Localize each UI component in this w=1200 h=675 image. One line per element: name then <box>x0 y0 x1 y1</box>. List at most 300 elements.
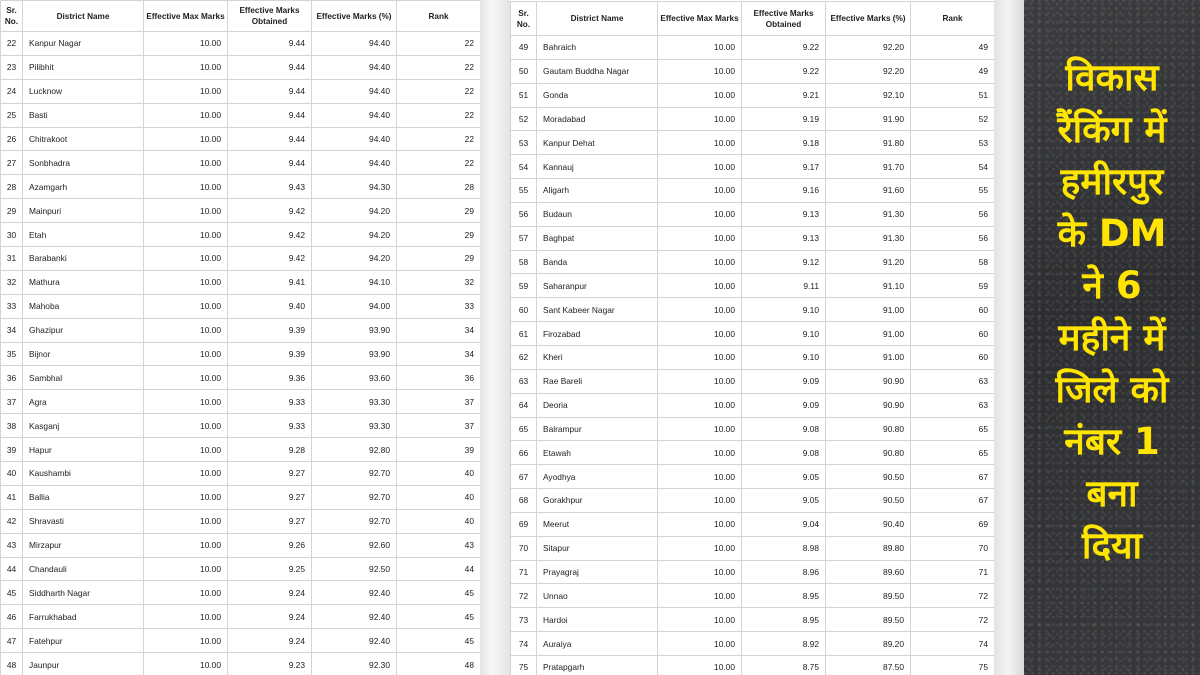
rank-cell: 45 <box>397 581 481 605</box>
max-marks-cell: 10.00 <box>658 36 742 60</box>
sr-no-cell: 62 <box>511 345 537 369</box>
sr-no-cell: 52 <box>511 107 537 131</box>
max-marks-cell: 10.00 <box>658 274 742 298</box>
rank-cell: 49 <box>911 59 995 83</box>
sr-no-cell: 70 <box>511 536 537 560</box>
column-divider <box>480 0 510 675</box>
district-name-cell: Sant Kabeer Nagar <box>537 298 658 322</box>
headline-line: बना <box>1086 472 1138 515</box>
max-marks-cell: 10.00 <box>658 250 742 274</box>
district-name-cell: Kaushambi <box>23 462 144 486</box>
marks-percent-cell: 89.50 <box>826 584 911 608</box>
marks-percent-cell: 94.20 <box>312 247 397 271</box>
district-name-cell: Jaunpur <box>23 653 144 675</box>
rank-cell: 22 <box>397 32 481 56</box>
rank-cell: 29 <box>397 223 481 247</box>
marks-obtained-cell: 9.24 <box>228 629 312 653</box>
district-name-cell: Kanpur Nagar <box>23 32 144 56</box>
header-effective-max-marks: Effective Max Marks <box>144 1 228 32</box>
sr-no-cell: 57 <box>511 226 537 250</box>
marks-obtained-cell: 9.44 <box>228 32 312 56</box>
right-ranking-table-panel <box>510 0 994 675</box>
marks-obtained-cell: 9.09 <box>742 369 826 393</box>
marks-obtained-cell: 9.10 <box>742 298 826 322</box>
marks-percent-cell: 91.30 <box>826 226 911 250</box>
max-marks-cell: 10.00 <box>658 298 742 322</box>
district-name-cell: Bahraich <box>537 36 658 60</box>
marks-obtained-cell: 9.05 <box>742 465 826 489</box>
sr-no-cell: 50 <box>511 59 537 83</box>
column-divider <box>994 0 1024 675</box>
max-marks-cell: 10.00 <box>658 417 742 441</box>
max-marks-cell: 10.00 <box>658 512 742 536</box>
table-row <box>1 223 481 247</box>
sr-no-cell: 32 <box>1 270 23 294</box>
ranking-table-right-body <box>511 36 995 675</box>
header-effective-marks-obtained: Effective Marks Obtained <box>742 2 826 36</box>
header-effective-max-marks: Effective Max Marks <box>658 2 742 36</box>
max-marks-cell: 10.00 <box>658 393 742 417</box>
rank-cell: 22 <box>397 151 481 175</box>
sr-no-cell: 72 <box>511 584 537 608</box>
sr-no-cell: 28 <box>1 175 23 199</box>
max-marks-cell: 10.00 <box>144 390 228 414</box>
table-row <box>1 533 481 557</box>
marks-obtained-cell: 9.44 <box>228 127 312 151</box>
table-header-row <box>1 1 481 32</box>
table-row <box>511 59 995 83</box>
district-name-cell: Rae Bareli <box>537 369 658 393</box>
table-row <box>1 127 481 151</box>
sr-no-cell: 33 <box>1 294 23 318</box>
marks-percent-cell: 93.90 <box>312 342 397 366</box>
table-row <box>511 345 995 369</box>
rank-cell: 52 <box>911 107 995 131</box>
marks-obtained-cell: 9.13 <box>742 226 826 250</box>
table-row <box>511 655 995 675</box>
table-row <box>511 608 995 632</box>
marks-obtained-cell: 9.43 <box>228 175 312 199</box>
marks-obtained-cell: 9.17 <box>742 155 826 179</box>
sr-no-cell: 23 <box>1 55 23 79</box>
marks-obtained-cell: 9.25 <box>228 557 312 581</box>
marks-percent-cell: 91.10 <box>826 274 911 298</box>
rank-cell: 39 <box>397 438 481 462</box>
ranking-table-left <box>0 0 480 675</box>
marks-percent-cell: 91.80 <box>826 131 911 155</box>
district-name-cell: Fatehpur <box>23 629 144 653</box>
district-name-cell: Aligarh <box>537 179 658 203</box>
headline-line: दिया <box>1081 524 1143 567</box>
table-row <box>511 489 995 513</box>
marks-percent-cell: 91.70 <box>826 155 911 179</box>
marks-percent-cell: 91.00 <box>826 345 911 369</box>
sr-no-cell: 26 <box>1 127 23 151</box>
district-name-cell: Kanpur Dehat <box>537 131 658 155</box>
headline-line: रैंकिंग में <box>1057 108 1167 151</box>
table-row <box>1 294 481 318</box>
district-name-cell: Baghpat <box>537 226 658 250</box>
sr-no-cell: 27 <box>1 151 23 175</box>
max-marks-cell: 10.00 <box>658 441 742 465</box>
marks-obtained-cell: 9.27 <box>228 485 312 509</box>
table-row <box>1 32 481 56</box>
district-name-cell: Bijnor <box>23 342 144 366</box>
table-row <box>1 414 481 438</box>
max-marks-cell: 10.00 <box>658 465 742 489</box>
max-marks-cell: 10.00 <box>144 318 228 342</box>
marks-obtained-cell: 9.44 <box>228 151 312 175</box>
district-name-cell: Saharanpur <box>537 274 658 298</box>
max-marks-cell: 10.00 <box>144 247 228 271</box>
marks-obtained-cell: 9.26 <box>228 533 312 557</box>
district-name-cell: Farrukhabad <box>23 605 144 629</box>
max-marks-cell: 10.00 <box>658 608 742 632</box>
marks-obtained-cell: 8.95 <box>742 584 826 608</box>
sr-no-cell: 38 <box>1 414 23 438</box>
table-row <box>511 393 995 417</box>
marks-percent-cell: 90.40 <box>826 512 911 536</box>
header-rank: Rank <box>911 2 995 36</box>
district-name-cell: Barabanki <box>23 247 144 271</box>
marks-percent-cell: 89.20 <box>826 632 911 656</box>
district-name-cell: Prayagraj <box>537 560 658 584</box>
header-rank: Rank <box>397 1 481 32</box>
marks-obtained-cell: 9.40 <box>228 294 312 318</box>
table-row <box>1 151 481 175</box>
sr-no-cell: 39 <box>1 438 23 462</box>
sr-no-cell: 54 <box>511 155 537 179</box>
max-marks-cell: 10.00 <box>144 199 228 223</box>
rank-cell: 60 <box>911 298 995 322</box>
sr-no-cell: 22 <box>1 32 23 56</box>
rank-cell: 56 <box>911 226 995 250</box>
table-row <box>511 83 995 107</box>
table-row <box>1 366 481 390</box>
max-marks-cell: 10.00 <box>144 366 228 390</box>
sr-no-cell: 69 <box>511 512 537 536</box>
table-row <box>1 55 481 79</box>
district-name-cell: Sambhal <box>23 366 144 390</box>
sr-no-cell: 37 <box>1 390 23 414</box>
rank-cell: 65 <box>911 417 995 441</box>
max-marks-cell: 10.00 <box>658 560 742 584</box>
marks-percent-cell: 93.30 <box>312 414 397 438</box>
district-name-cell: Chitrakoot <box>23 127 144 151</box>
headline-line: जिले को <box>1055 368 1169 411</box>
rank-cell: 40 <box>397 462 481 486</box>
marks-percent-cell: 90.50 <box>826 489 911 513</box>
max-marks-cell: 10.00 <box>144 509 228 533</box>
district-name-cell: Firozabad <box>537 322 658 346</box>
max-marks-cell: 10.00 <box>658 584 742 608</box>
marks-obtained-cell: 9.23 <box>228 653 312 675</box>
table-row <box>511 584 995 608</box>
district-name-cell: Pratapgarh <box>537 655 658 675</box>
table-row <box>511 131 995 155</box>
district-name-cell: Auraiya <box>537 632 658 656</box>
sr-no-cell: 67 <box>511 465 537 489</box>
district-name-cell: Azamgarh <box>23 175 144 199</box>
marks-percent-cell: 94.20 <box>312 199 397 223</box>
marks-percent-cell: 93.90 <box>312 318 397 342</box>
rank-cell: 71 <box>911 560 995 584</box>
marks-percent-cell: 92.70 <box>312 485 397 509</box>
max-marks-cell: 10.00 <box>658 345 742 369</box>
district-name-cell: Agra <box>23 390 144 414</box>
rank-cell: 34 <box>397 342 481 366</box>
marks-obtained-cell: 9.39 <box>228 342 312 366</box>
max-marks-cell: 10.00 <box>144 79 228 103</box>
max-marks-cell: 10.00 <box>144 342 228 366</box>
district-name-cell: Etah <box>23 223 144 247</box>
sr-no-cell: 63 <box>511 369 537 393</box>
rank-cell: 59 <box>911 274 995 298</box>
marks-obtained-cell: 8.92 <box>742 632 826 656</box>
headline-line: महीने में <box>1058 316 1166 359</box>
marks-obtained-cell: 9.10 <box>742 345 826 369</box>
table-row <box>1 79 481 103</box>
marks-percent-cell: 92.40 <box>312 605 397 629</box>
marks-percent-cell: 89.80 <box>826 536 911 560</box>
district-name-cell: Gonda <box>537 83 658 107</box>
district-name-cell: Chandauli <box>23 557 144 581</box>
marks-percent-cell: 91.00 <box>826 322 911 346</box>
rank-cell: 22 <box>397 127 481 151</box>
marks-percent-cell: 94.40 <box>312 79 397 103</box>
table-row <box>511 536 995 560</box>
rank-cell: 40 <box>397 509 481 533</box>
marks-percent-cell: 94.30 <box>312 175 397 199</box>
sr-no-cell: 53 <box>511 131 537 155</box>
rank-cell: 63 <box>911 369 995 393</box>
rank-cell: 22 <box>397 79 481 103</box>
marks-percent-cell: 94.40 <box>312 55 397 79</box>
rank-cell: 70 <box>911 536 995 560</box>
marks-percent-cell: 90.90 <box>826 393 911 417</box>
header-effective-marks-obtained: Effective Marks Obtained <box>228 1 312 32</box>
marks-obtained-cell: 9.05 <box>742 489 826 513</box>
max-marks-cell: 10.00 <box>658 107 742 131</box>
table-row <box>1 509 481 533</box>
max-marks-cell: 10.00 <box>658 536 742 560</box>
sr-no-cell: 46 <box>1 605 23 629</box>
marks-percent-cell: 92.70 <box>312 462 397 486</box>
district-name-cell: Mirzapur <box>23 533 144 557</box>
table-row <box>1 653 481 675</box>
marks-percent-cell: 94.40 <box>312 103 397 127</box>
rank-cell: 29 <box>397 247 481 271</box>
marks-percent-cell: 92.50 <box>312 557 397 581</box>
rank-cell: 67 <box>911 489 995 513</box>
table-row <box>511 179 995 203</box>
marks-obtained-cell: 9.19 <box>742 107 826 131</box>
max-marks-cell: 10.00 <box>658 59 742 83</box>
sr-no-cell: 64 <box>511 393 537 417</box>
max-marks-cell: 10.00 <box>144 103 228 127</box>
max-marks-cell: 10.00 <box>144 533 228 557</box>
rank-cell: 74 <box>911 632 995 656</box>
marks-obtained-cell: 9.22 <box>742 59 826 83</box>
district-name-cell: Hardoi <box>537 608 658 632</box>
sr-no-cell: 74 <box>511 632 537 656</box>
sr-no-cell: 51 <box>511 83 537 107</box>
marks-obtained-cell: 9.08 <box>742 441 826 465</box>
max-marks-cell: 10.00 <box>144 223 228 247</box>
max-marks-cell: 10.00 <box>658 179 742 203</box>
district-name-cell: Gorakhpur <box>537 489 658 513</box>
table-row <box>1 318 481 342</box>
marks-percent-cell: 92.40 <box>312 581 397 605</box>
marks-obtained-cell: 9.10 <box>742 322 826 346</box>
marks-percent-cell: 91.20 <box>826 250 911 274</box>
sr-no-cell: 59 <box>511 274 537 298</box>
rank-cell: 44 <box>397 557 481 581</box>
marks-percent-cell: 94.40 <box>312 127 397 151</box>
table-row <box>511 465 995 489</box>
marks-percent-cell: 92.20 <box>826 59 911 83</box>
district-name-cell: Moradabad <box>537 107 658 131</box>
table-row <box>511 226 995 250</box>
district-name-cell: Gautam Buddha Nagar <box>537 59 658 83</box>
max-marks-cell: 10.00 <box>144 653 228 675</box>
district-name-cell: Hapur <box>23 438 144 462</box>
max-marks-cell: 10.00 <box>144 605 228 629</box>
max-marks-cell: 10.00 <box>658 131 742 155</box>
headline-line: हमीरपुर <box>1060 160 1164 203</box>
max-marks-cell: 10.00 <box>144 175 228 199</box>
table-row <box>1 247 481 271</box>
rank-cell: 56 <box>911 202 995 226</box>
marks-percent-cell: 92.80 <box>312 438 397 462</box>
district-name-cell: Shravasti <box>23 509 144 533</box>
sr-no-cell: 58 <box>511 250 537 274</box>
headline-text <box>1024 52 1200 572</box>
table-row <box>1 103 481 127</box>
marks-obtained-cell: 9.41 <box>228 270 312 294</box>
marks-percent-cell: 90.80 <box>826 441 911 465</box>
marks-obtained-cell: 9.27 <box>228 462 312 486</box>
header-district-name: District Name <box>537 2 658 36</box>
table-row <box>511 298 995 322</box>
district-name-cell: Kheri <box>537 345 658 369</box>
marks-percent-cell: 91.90 <box>826 107 911 131</box>
sr-no-cell: 66 <box>511 441 537 465</box>
marks-percent-cell: 93.30 <box>312 390 397 414</box>
rank-cell: 58 <box>911 250 995 274</box>
marks-percent-cell: 94.10 <box>312 270 397 294</box>
rank-cell: 32 <box>397 270 481 294</box>
district-name-cell: Banda <box>537 250 658 274</box>
left-ranking-table-panel <box>0 0 480 675</box>
table-row <box>1 557 481 581</box>
marks-obtained-cell: 9.08 <box>742 417 826 441</box>
rank-cell: 60 <box>911 322 995 346</box>
headline-line: विकास <box>1065 56 1159 99</box>
max-marks-cell: 10.00 <box>144 462 228 486</box>
rank-cell: 55 <box>911 179 995 203</box>
marks-percent-cell: 92.60 <box>312 533 397 557</box>
marks-obtained-cell: 9.24 <box>228 581 312 605</box>
marks-percent-cell: 92.40 <box>312 629 397 653</box>
district-name-cell: Balrampur <box>537 417 658 441</box>
sr-no-cell: 73 <box>511 608 537 632</box>
table-row <box>511 512 995 536</box>
table-row <box>1 199 481 223</box>
table-row <box>511 441 995 465</box>
headline-line: ने 6 <box>1082 264 1142 307</box>
rank-cell: 72 <box>911 608 995 632</box>
sr-no-cell: 60 <box>511 298 537 322</box>
sr-no-cell: 49 <box>511 36 537 60</box>
max-marks-cell: 10.00 <box>144 414 228 438</box>
sr-no-cell: 31 <box>1 247 23 271</box>
headline-line: नंबर 1 <box>1064 420 1160 463</box>
table-row <box>1 438 481 462</box>
rank-cell: 43 <box>397 533 481 557</box>
district-name-cell: Sonbhadra <box>23 151 144 175</box>
rank-cell: 65 <box>911 441 995 465</box>
sr-no-cell: 68 <box>511 489 537 513</box>
marks-percent-cell: 90.90 <box>826 369 911 393</box>
max-marks-cell: 10.00 <box>144 151 228 175</box>
max-marks-cell: 10.00 <box>144 485 228 509</box>
marks-percent-cell: 91.30 <box>826 202 911 226</box>
district-name-cell: Mainpuri <box>23 199 144 223</box>
district-name-cell: Kasganj <box>23 414 144 438</box>
district-name-cell: Meerut <box>537 512 658 536</box>
marks-percent-cell: 94.00 <box>312 294 397 318</box>
sr-no-cell: 48 <box>1 653 23 675</box>
marks-obtained-cell: 9.13 <box>742 202 826 226</box>
marks-obtained-cell: 9.21 <box>742 83 826 107</box>
district-name-cell: Ghazipur <box>23 318 144 342</box>
rank-cell: 37 <box>397 414 481 438</box>
sr-no-cell: 42 <box>1 509 23 533</box>
district-name-cell: Budaun <box>537 202 658 226</box>
max-marks-cell: 10.00 <box>144 557 228 581</box>
marks-obtained-cell: 9.36 <box>228 366 312 390</box>
max-marks-cell: 10.00 <box>144 270 228 294</box>
rank-cell: 69 <box>911 512 995 536</box>
table-row <box>1 270 481 294</box>
sr-no-cell: 44 <box>1 557 23 581</box>
marks-obtained-cell: 9.24 <box>228 605 312 629</box>
sr-no-cell: 47 <box>1 629 23 653</box>
sr-no-cell: 65 <box>511 417 537 441</box>
table-row <box>511 417 995 441</box>
rank-cell: 33 <box>397 294 481 318</box>
marks-obtained-cell: 9.42 <box>228 199 312 223</box>
table-row <box>511 250 995 274</box>
table-row <box>511 274 995 298</box>
rank-cell: 45 <box>397 605 481 629</box>
sr-no-cell: 34 <box>1 318 23 342</box>
rank-cell: 63 <box>911 393 995 417</box>
marks-obtained-cell: 8.75 <box>742 655 826 675</box>
marks-percent-cell: 94.40 <box>312 151 397 175</box>
district-name-cell: Kannauj <box>537 155 658 179</box>
table-header-row <box>511 2 995 36</box>
marks-obtained-cell: 8.96 <box>742 560 826 584</box>
marks-percent-cell: 92.70 <box>312 509 397 533</box>
marks-obtained-cell: 9.09 <box>742 393 826 417</box>
marks-obtained-cell: 9.16 <box>742 179 826 203</box>
ranking-table-left-body <box>1 32 481 675</box>
sr-no-cell: 35 <box>1 342 23 366</box>
table-row <box>511 632 995 656</box>
marks-obtained-cell: 9.44 <box>228 55 312 79</box>
